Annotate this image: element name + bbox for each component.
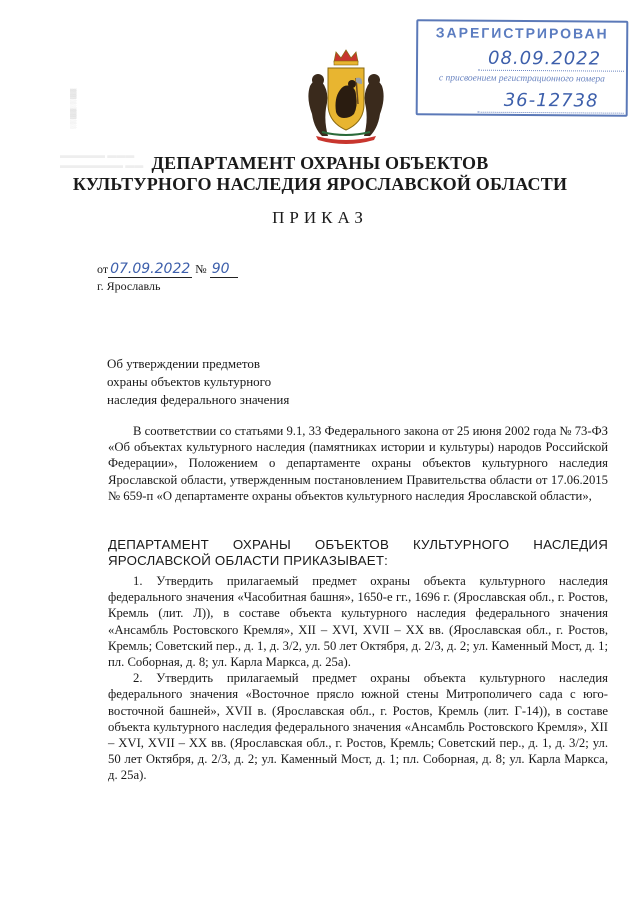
order-item-2: 2. Утвердить прилагаемый предмет охраны объекта культурного наследия федерального значения «Восточное прясло южной стены Митрополичего сада с юго-восточной башней», XVII в. (Ярославская обл., г. Ростов, Кремль (лит. Г-14)), в составе объекта культурного наследия федерального значения «Ансамбль Ростовского Кремля», XII – XVI, XVII – XX вв. (Ярославская обл., г. Ростов, Кремль; Советский пер., д. 1, д. 3/2; ул. 50 лет Октября, д. 2/3, д. 2; ул. Каменный Мост, д. 1; пл. Соборная, д. 8; ул. Карла Маркса, д. 25а). xyxy=(108,671,608,783)
order-item-1: 1. Утвердить прилагаемый предмет охраны объекта культурного наследия федерального значения «Часобитная башня», 1650-е гг., 1696 г. (Ярославская обл., г. Ростов, Кремль (лит. Л)), в составе объекта культурного наследия федерального значения «Ансамбль Ростовского Кремля», XII – XVI, XVII – XX вв. (Ярославская обл., г. Ростов, Кремль; Советский пер., д. 1, д. 3/2, ул. 50 лет Октября, д. 2/3, д. 2; ул. Каменный Мост, д. 1; пл. Соборная, д. 8; ул. Карла Маркса, д. 25а). xyxy=(108,574,608,670)
orders-statement: ДЕПАРТАМЕНТ ОХРАНЫ ОБЪЕКТОВ КУЛЬТУРНОГО НАСЛЕДИЯ ЯРОСЛАВСКОЙ ОБЛАСТИ ПРИКАЗЫВАЕТ: xyxy=(108,537,608,568)
order-items xyxy=(108,573,608,784)
order-date-number xyxy=(97,262,238,278)
stamp-date: 08.09.2022 xyxy=(487,47,602,70)
coat-of-arms-icon xyxy=(300,48,392,146)
subject-line-1: Об утверждении предметов xyxy=(107,356,261,371)
order-number: 90 xyxy=(210,262,238,278)
stamp-underline-2 xyxy=(478,112,624,114)
document-type: ПРИКАЗ xyxy=(272,208,368,227)
ghost-mark-left: ▓ ▒ ▓ ▒ xyxy=(70,88,77,128)
order-subject xyxy=(107,355,289,409)
order-from-label: от xyxy=(97,262,109,276)
stamp-reg-number: 36-12738 xyxy=(503,89,599,112)
order-number-label: № xyxy=(195,262,207,276)
department-name-line-1: ДЕПАРТАМЕНТ ОХРАНЫ ОБЪЕКТОВ xyxy=(151,153,489,173)
stamp-title: ЗАРЕГИСТРИРОВАН xyxy=(435,24,609,42)
order-preamble xyxy=(108,423,608,504)
department-name-line-2: КУЛЬТУРНОГО НАСЛЕДИЯ ЯРОСЛАВСКОЙ ОБЛАСТИ xyxy=(72,174,568,194)
subject-line-3: наследия федерального значения xyxy=(107,392,290,407)
order-date: 07.09.2022 xyxy=(110,261,191,277)
order-city: г. Ярославль xyxy=(97,279,161,293)
stamp-underline xyxy=(478,70,624,72)
registration-stamp xyxy=(416,19,629,116)
ghost-mark-left-text: ▬▬▬▬▬ ▬▬▬ ▬▬▬▬▬▬▬ ▬▬ xyxy=(60,150,144,170)
preamble-paragraph: В соответствии со статьями 9.1, 33 Федерального закона от 25 июня 2002 года № 73-ФЗ «Об объектах культурного наследия (памятниках истории и культуры) народов Российской Федерации», Положением о департаменте охраны объектов культурного наследия Ярославской области, утвержденным постановлением Правительства области от 17.06.2015 № 659-п «О департаменте охраны объектов культурного наследия Ярославской области», xyxy=(108,424,608,503)
stamp-note: с присвоением регистрационного номера xyxy=(438,73,605,85)
subject-line-2: охраны объектов культурного xyxy=(107,374,272,389)
